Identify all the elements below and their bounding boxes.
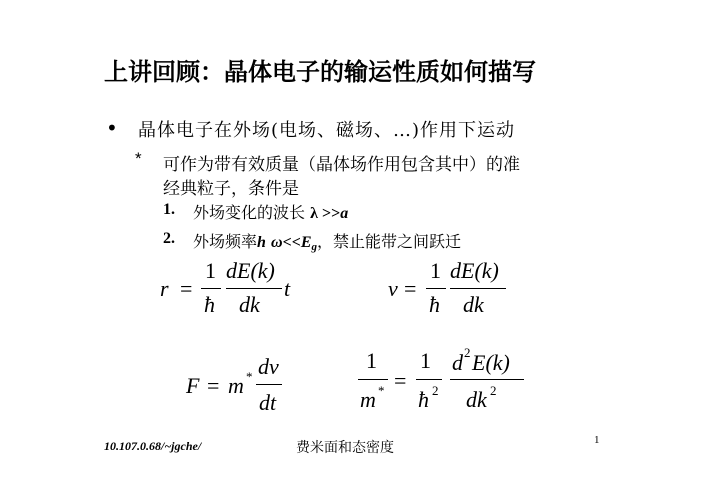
footer-topic: 费米面和态密度: [296, 440, 394, 456]
eq-v-lhs: v: [388, 276, 398, 301]
condition-2-text: 外场频率: [193, 232, 258, 251]
eq-m-num3-d: d: [452, 350, 463, 375]
eq-r-tail: t: [284, 276, 291, 301]
eq-m-den2-sup: 2: [432, 383, 439, 398]
eq-r-equals: =: [180, 276, 193, 301]
eq-f-num: dv: [258, 354, 279, 379]
condition-2-energy: E: [300, 234, 312, 251]
condition-1-number: 1.: [163, 201, 175, 218]
eq-r-bar1: [201, 288, 221, 289]
eq-v-bar1: [426, 288, 446, 289]
eq-m-num2: 1: [420, 348, 431, 373]
condition-1-variable: a: [340, 205, 349, 222]
eq-f-bar: [256, 384, 282, 385]
eq-m-den3-sup: 2: [490, 383, 497, 398]
eq-m-equals: =: [394, 368, 407, 393]
eq-r-num1: 1: [205, 258, 216, 283]
eq-r-hbar: ħ: [204, 292, 215, 317]
eq-f-mass: m: [228, 373, 244, 398]
equation-r: [160, 256, 300, 318]
condition-2: [193, 229, 461, 253]
equation-mass: [354, 344, 534, 416]
condition-2-subscript: g: [311, 241, 317, 253]
condition-1-symbol: λ >>: [310, 205, 341, 222]
bullet-text: 晶体电子在外场(电场、磁场、…)作用下运动: [138, 120, 516, 141]
condition-2-h: h: [257, 234, 266, 251]
eq-r-num2: dE(k): [226, 258, 275, 283]
condition-1: [193, 200, 348, 223]
eq-m-bar3: [450, 379, 524, 380]
eq-v-bar2: [450, 288, 506, 289]
eq-m-den3: dk: [466, 387, 487, 412]
eq-m-den1-mass: m: [360, 387, 376, 412]
eq-m-den1-star: *: [378, 383, 385, 398]
footer-url: 10.107.0.68/~jgche/: [104, 439, 202, 453]
eq-f-lhs: F: [186, 373, 200, 398]
eq-m-num3-sup: 2: [464, 345, 471, 360]
condition-2-number: 2.: [163, 230, 175, 247]
condition-2-relation: ω<<: [271, 234, 301, 251]
eq-v-num1: 1: [430, 258, 441, 283]
condition-1-text: 外场变化的波长: [193, 203, 306, 222]
equation-f: [186, 354, 296, 416]
eq-r-bar2: [226, 288, 282, 289]
eq-m-bar2: [416, 379, 442, 380]
eq-f-star: *: [246, 369, 253, 384]
sub-bullet-line-1: 可作为带有效质量（晶体场作用包含其中）的准: [163, 155, 520, 175]
bullet-marker: •: [106, 116, 118, 140]
eq-m-num1: 1: [366, 348, 377, 373]
equation-v: [388, 256, 508, 318]
condition-2-tail: ，禁止能带之间跃迁: [317, 232, 462, 251]
eq-v-hbar: ħ: [429, 292, 440, 317]
eq-r-lhs: r: [160, 276, 169, 301]
eq-v-num2: dE(k): [450, 258, 499, 283]
slide-title: 上讲回顾：晶体电子的输运性质如何描写: [104, 58, 536, 86]
sub-bullet-marker: *: [135, 149, 142, 168]
eq-m-num3-rest: E(k): [472, 350, 510, 375]
eq-m-den2-hbar: ħ: [418, 387, 429, 412]
eq-m-bar1: [358, 379, 388, 380]
eq-f-equals: =: [207, 373, 220, 398]
eq-f-den: dt: [259, 390, 277, 415]
eq-v-equals: =: [404, 276, 417, 301]
eq-v-den2: dk: [463, 292, 484, 317]
eq-r-den2: dk: [239, 292, 260, 317]
sub-bullet-line-2: 经典粒子，条件是: [163, 179, 299, 199]
page-number: 1: [594, 434, 600, 446]
